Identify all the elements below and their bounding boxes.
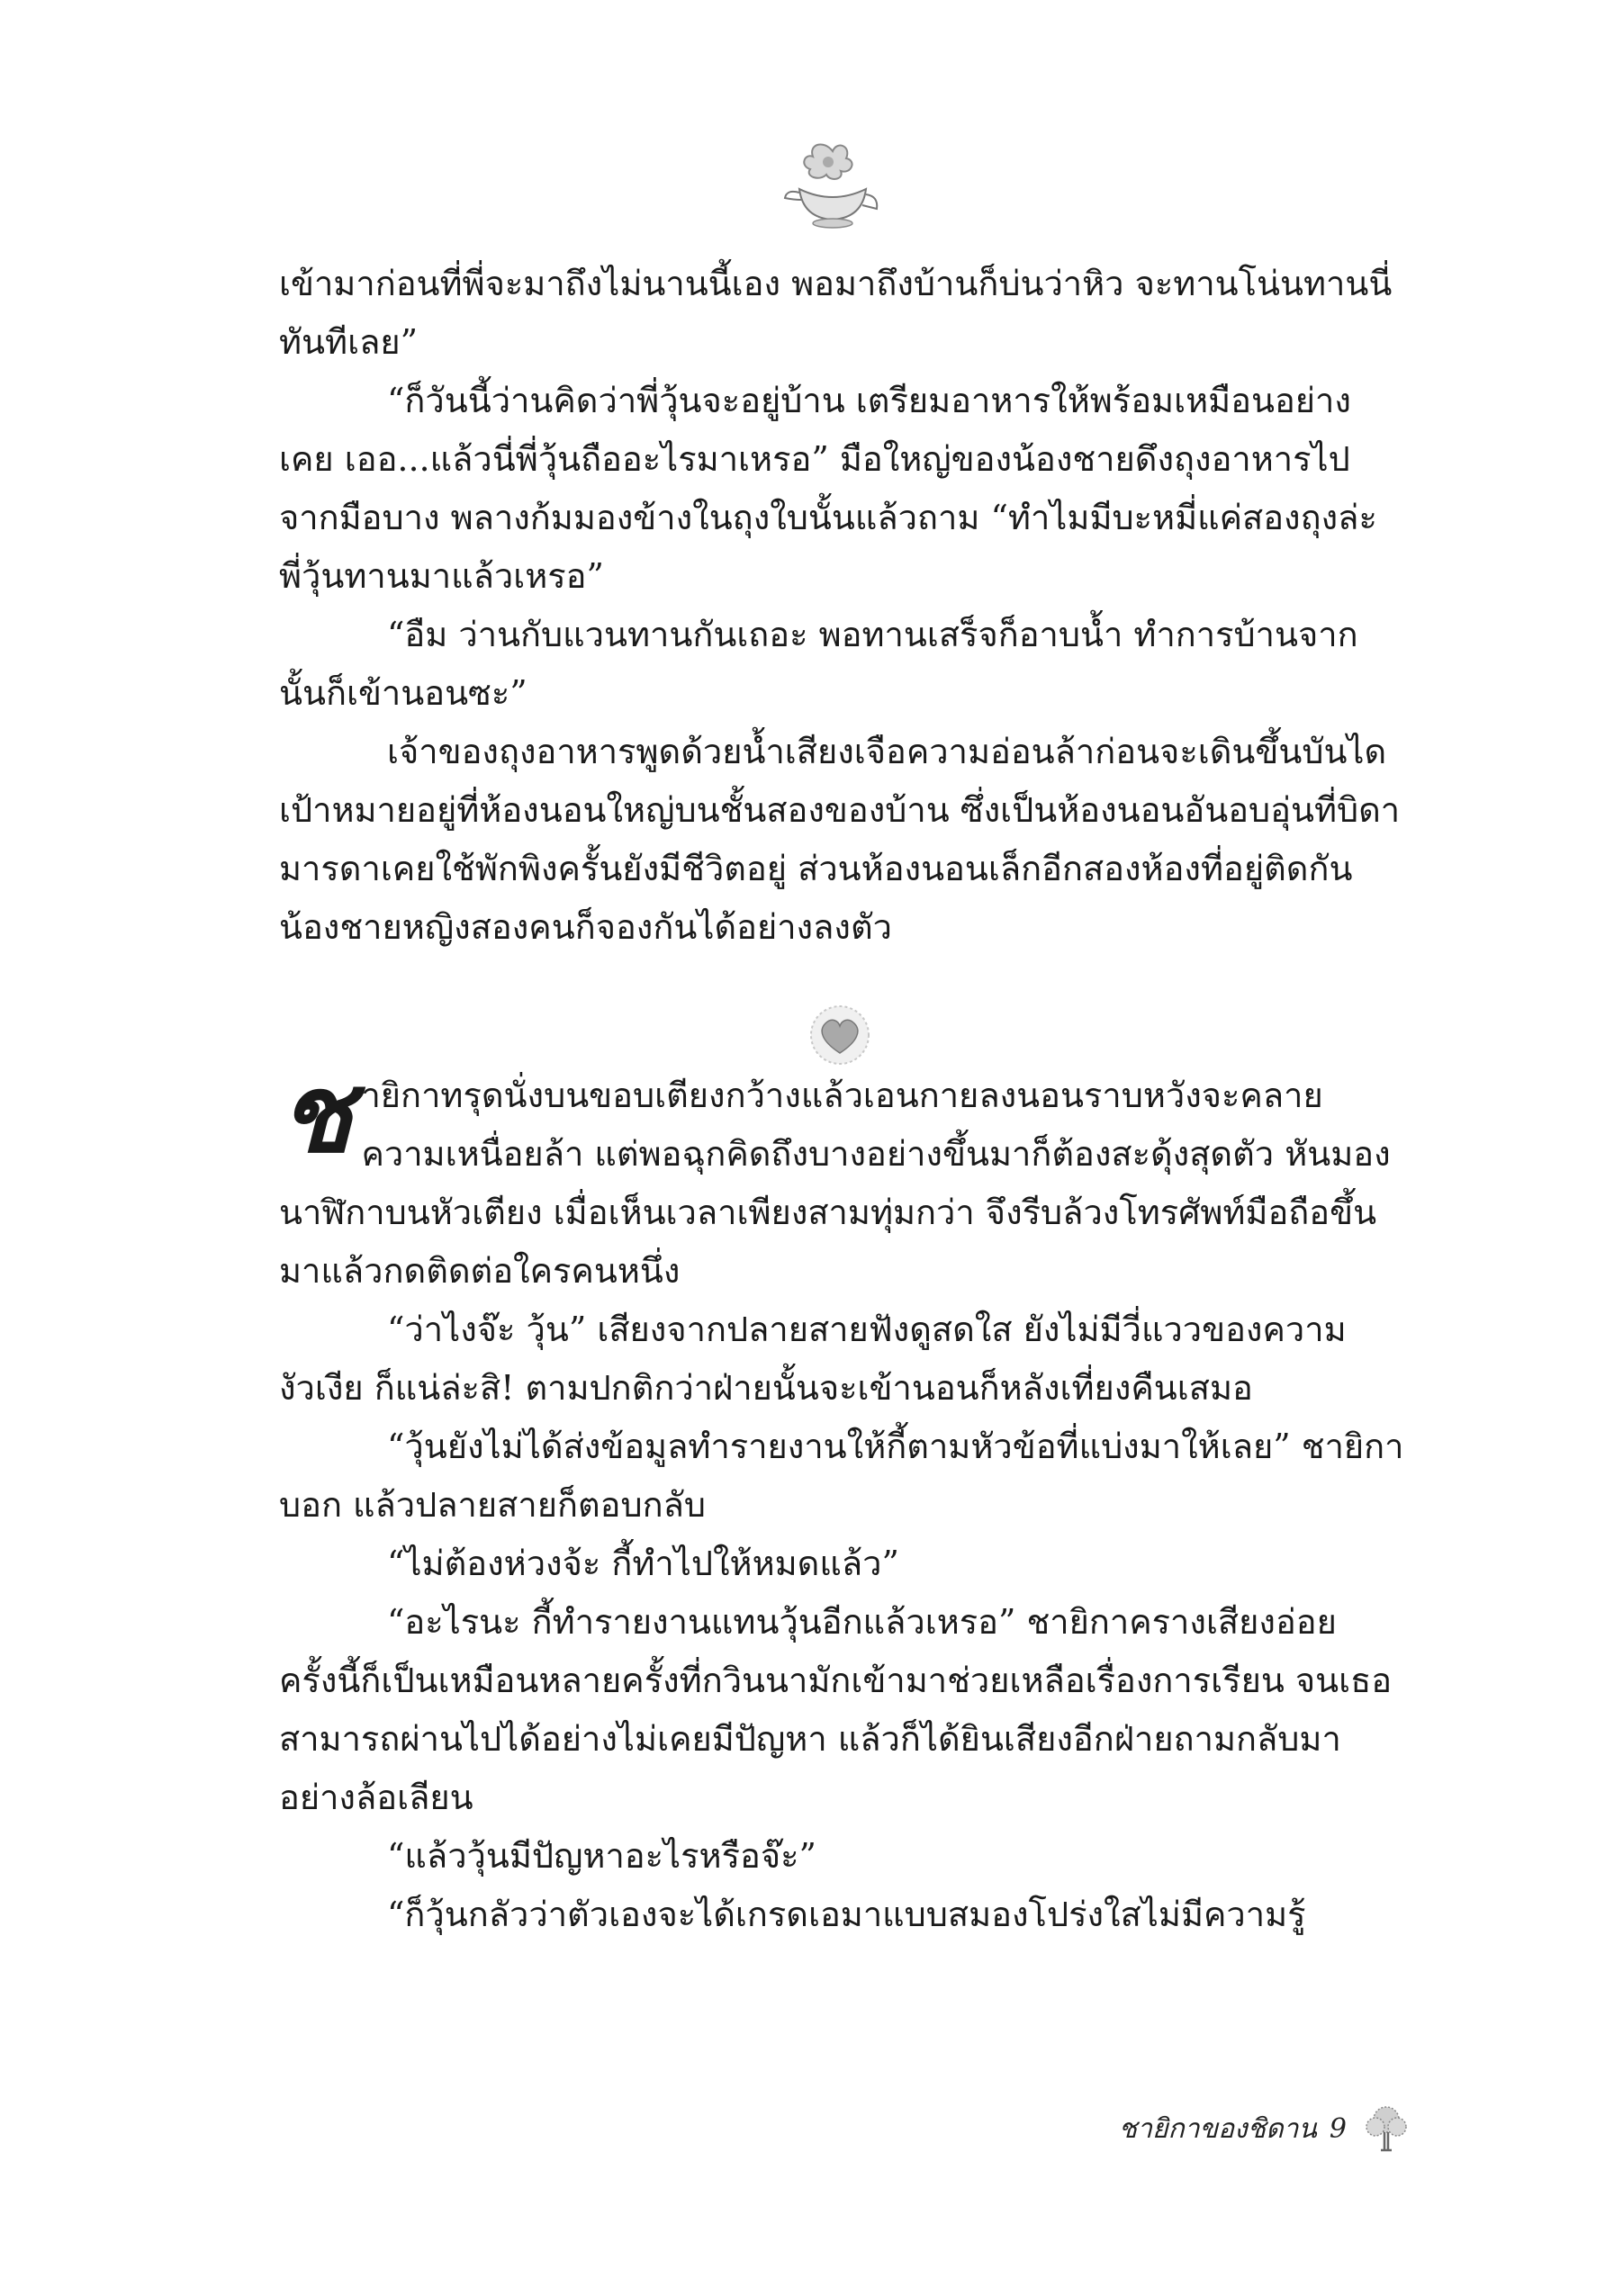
section-2-text [279,1050,1404,1944]
paragraph-1: เข้ามาก่อนที่พี่จะมาถึงไม่นานนี้เอง พอมาถึงบ้านก็บ่นว่าหิว จะทานโน่นทานนี่ทันทีเลย” [279,264,1393,362]
paragraph-5 [279,1050,1404,1301]
footer-book-title: ชายิกาของชิดาน [1118,2112,1317,2145]
drop-cap: ช [279,1050,353,1177]
paragraph-5-text: ายิกาทรุดนั่งบนขอบเตียงกว้างแล้วเอนกายลงนอนราบหวังจะคลายความเหนื่อยล้า แต่พอฉุกคิดถึงบางอย่างขึ้นมาก็ต้องสะดุ้งสุดตัว หันมองนาฬิกาบนหัวเตียง เมื่อเห็นเวลาเพียงสามทุ่มกว่า จึงรีบล้วงโทรศัพท์มือถือขึ้นมาแล้วกดติดต่อใครคนหนึ่ง [279,1076,1391,1291]
paragraph-11: “ก็วุ้นกลัวว่าตัวเองจะได้เกรดเอมาแบบสมองโปร่งใสไม่มีความรู้ [387,1895,1306,1934]
paragraph-6: “ว่าไงจ๊ะ วุ้น” เสียงจากปลายสายฟังดูสดใส ยังไม่มีวี่แววของความงัวเงีย ก็แน่ล่ะสิ! ตามปกติกว่าฝ่ายนั้นจะเข้านอนก็หลังเที่ยงคืนเสมอ [279,1310,1347,1408]
paragraph-7: “วุ้นยังไม่ได้ส่งข้อมูลทำรายงานให้กี้ตามหัวข้อที่แบ่งมาให้เลย” ชายิกาบอก แล้วปลายสายก็ตอบกลับ [279,1427,1404,1525]
tree-icon [1359,2102,1413,2156]
paragraph-9: “อะไรนะ กี้ทำรายงานแทนวุ้นอีกแล้วเหรอ” ชายิกาครางเสียงอ่อย ครั้งนี้ก็เป็นเหมือนหลายครั้งที่กวินนามักเข้ามาช่วยเหลือเรื่องการเรียน จนเธอสามารถผ่านไปได้อย่างไม่เคยมีปัญหา แล้วก็ได้ยินเสียงอีกฝ่ายถามกลับมาอย่างล้อเลียน [279,1602,1393,1817]
paragraph-10: “แล้ววุ้นมีปัญหาอะไรหรือจ๊ะ” [387,1836,816,1876]
heart-divider-icon [804,1004,876,1067]
teapot-flower-icon [783,135,882,234]
paragraph-2: “ก็วันนี้ว่านคิดว่าพี่วุ้นจะอยู่บ้าน เตรียมอาหารให้พร้อมเหมือนอย่างเคย เออ...แล้วนี่พี่วุ้นถืออะไรมาเหรอ” มือใหญ่ของน้องชายดึงถุงอาหารไปจากมือบาง พลางก้มมองข้างในถุงใบนั้นแล้วถาม “ทำไมมีบะหมี่แค่สองถุงล่ะ พี่วุ้นทานมาแล้วเหรอ” [279,381,1377,596]
page-footer [1071,2097,1413,2160]
section-1-text [279,255,1404,957]
paragraph-8: “ไม่ต้องห่วงจ้ะ กี้ทำไปให้หมดแล้ว” [387,1544,899,1583]
paragraph-3: “อืม ว่านกับแวนทานกันเถอะ พอทานเสร็จก็อาบน้ำ ทำการบ้านจากนั้นก็เข้านอนซะ” [279,615,1358,713]
page-number: 9 [1329,2112,1347,2145]
paragraph-4: เจ้าของถุงอาหารพูดด้วยน้ำเสียงเจือความอ่อนล้าก่อนจะเดินขึ้นบันได เป้าหมายอยู่ที่ห้องนอนใหญ่บนชั้นสองของบ้าน ซึ่งเป็นห้องนอนอันอบอุ่นที่บิดามารดาเคยใช้พักพิงครั้นยังมีชีวิตอยู่ ส่วนห้องนอนเล็กอีกสองห้องที่อยู่ติดกัน น้องชายหญิงสองคนก็จองกันได้อย่างลงตัว [279,732,1401,947]
